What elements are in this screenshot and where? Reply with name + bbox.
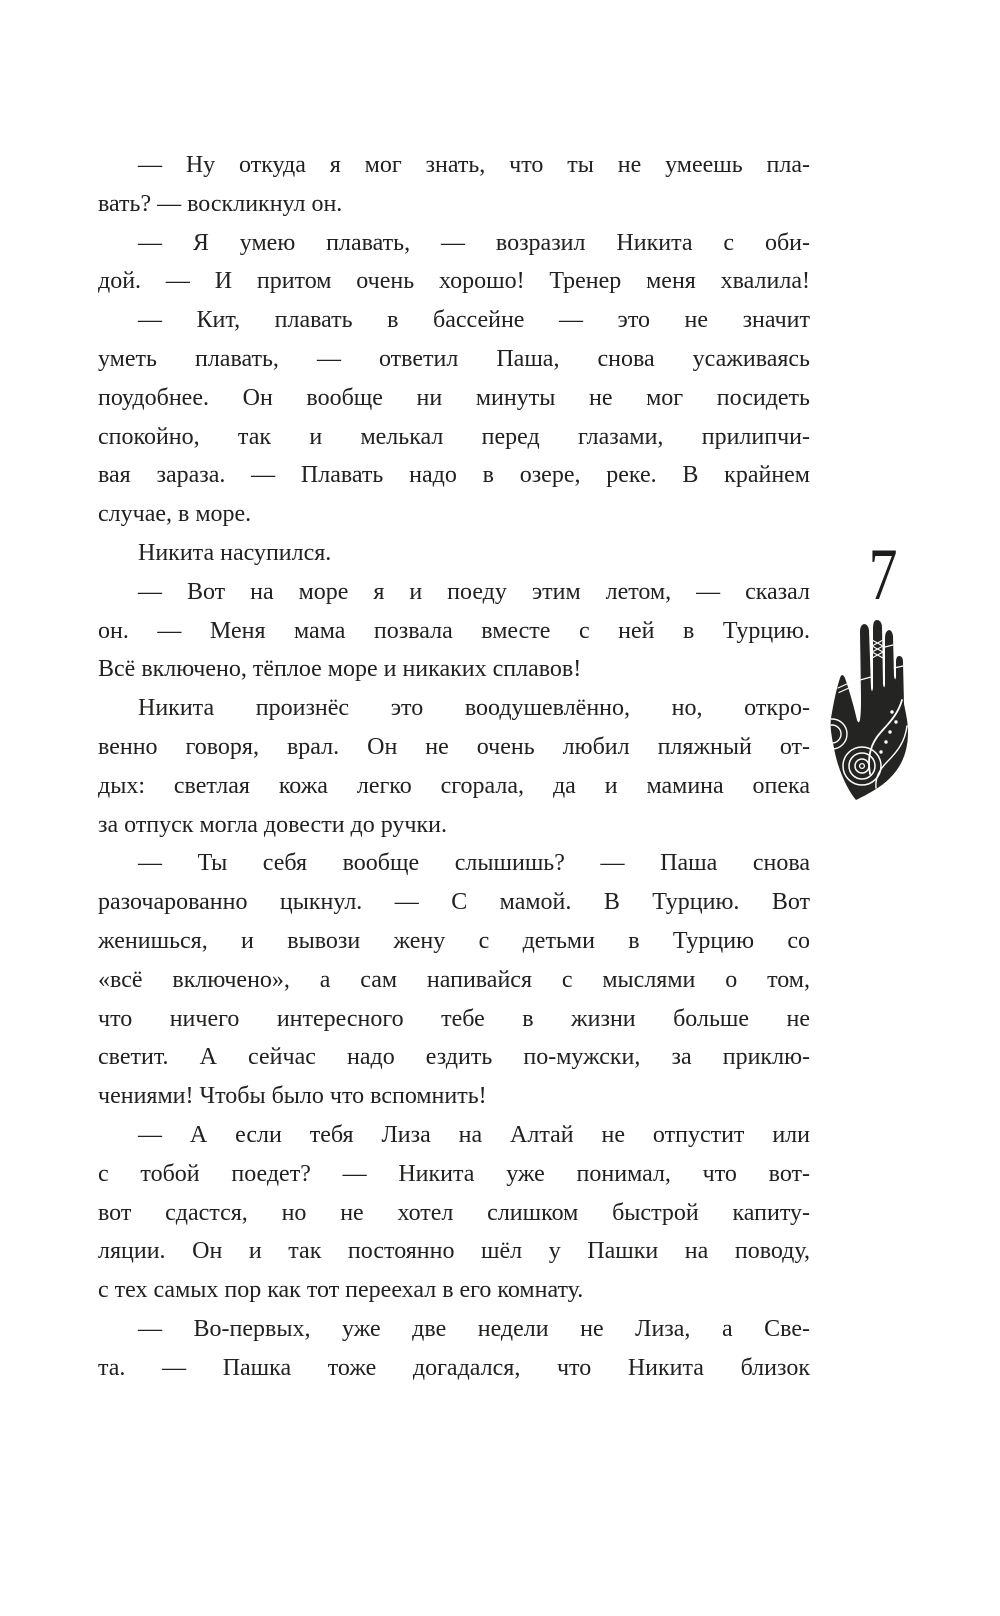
page-number: 7 — [868, 534, 898, 616]
text-line: женишься, и вывози жену с детьми в Турцию со — [98, 927, 810, 954]
text-line: — Я умею плавать, — возразил Никита с оби- — [138, 229, 810, 256]
text-line: он. — Меня мама позвала вместе с ней в Турцию. — [98, 617, 810, 644]
hand-illustration — [826, 616, 912, 802]
text-line: вая зараза. — Плавать надо в озере, реке. В крайнем — [98, 462, 810, 489]
text-line: светит. А сейчас надо ездить по-мужски, за приклю- — [98, 1044, 810, 1071]
text-line: уметь плавать, — ответил Паша, снова усаживаясь — [98, 345, 810, 372]
text-line: — А если тебя Лиза на Алтай не отпустит или — [138, 1121, 810, 1148]
text-line: — Ты себя вообще слышишь? — Паша снова — [138, 850, 810, 877]
text-line: Всё включено, тёплое море и никаких сплавов! — [98, 656, 582, 683]
text-line: с тех самых пор как тот переехал в его комнату. — [98, 1277, 584, 1304]
text-line: вать? — воскликнул он. — [98, 190, 343, 217]
text-line: та. — Пашка тоже догадался, что Никита близок — [98, 1354, 810, 1381]
text-line: — Во-первых, уже две недели не Лиза, а Све- — [138, 1315, 810, 1342]
text-line: — Кит, плавать в бассейне — это не значит — [138, 307, 810, 334]
text-line: спокойно, так и мелькал перед глазами, прилипчи- — [98, 423, 810, 450]
text-block — [98, 146, 810, 1388]
text-line: разочарованно цыкнул. — С мамой. В Турцию. Вот — [98, 889, 810, 916]
text-line: — Ну откуда я мог знать, что ты не умеешь пла- — [138, 152, 810, 178]
text-line: дой. — И притом очень хорошо! Тренер меня хвалила! — [98, 268, 810, 295]
text-line: с тобой поедет? — Никита уже понимал, что вот- — [98, 1160, 810, 1187]
text-line: «всё включено», а сам напивайся с мыслями о том, — [98, 966, 810, 993]
text-line: Никита насупился. — [138, 539, 332, 566]
text-line: что ничего интересного тебе в жизни больше не — [98, 1005, 810, 1032]
text-line: Никита произнёс это воодушевлённо, но, откро- — [138, 695, 810, 722]
text-line: случае, в море. — [98, 501, 252, 528]
text-line: венно говоря, врал. Он не очень любил пляжный от- — [98, 733, 810, 760]
text-line: ляции. Он и так постоянно шёл у Пашки на поводу, — [98, 1238, 810, 1265]
text-line: чениями! Чтобы было что вспомнить! — [98, 1083, 487, 1110]
text-line: вот сдастся, но не хотел слишком быстрой капиту- — [98, 1199, 810, 1226]
ornamental-hand-icon — [826, 616, 912, 802]
text-line: — Вот на море я и поеду этим летом, — сказал — [138, 578, 810, 605]
text-line: поудобнее. Он вообще ни минуты не мог посидеть — [98, 384, 810, 411]
text-line: за отпуск могла довести до ручки. — [98, 811, 448, 838]
text-line: дых: светлая кожа легко сгорала, да и мамина опека — [98, 772, 810, 799]
